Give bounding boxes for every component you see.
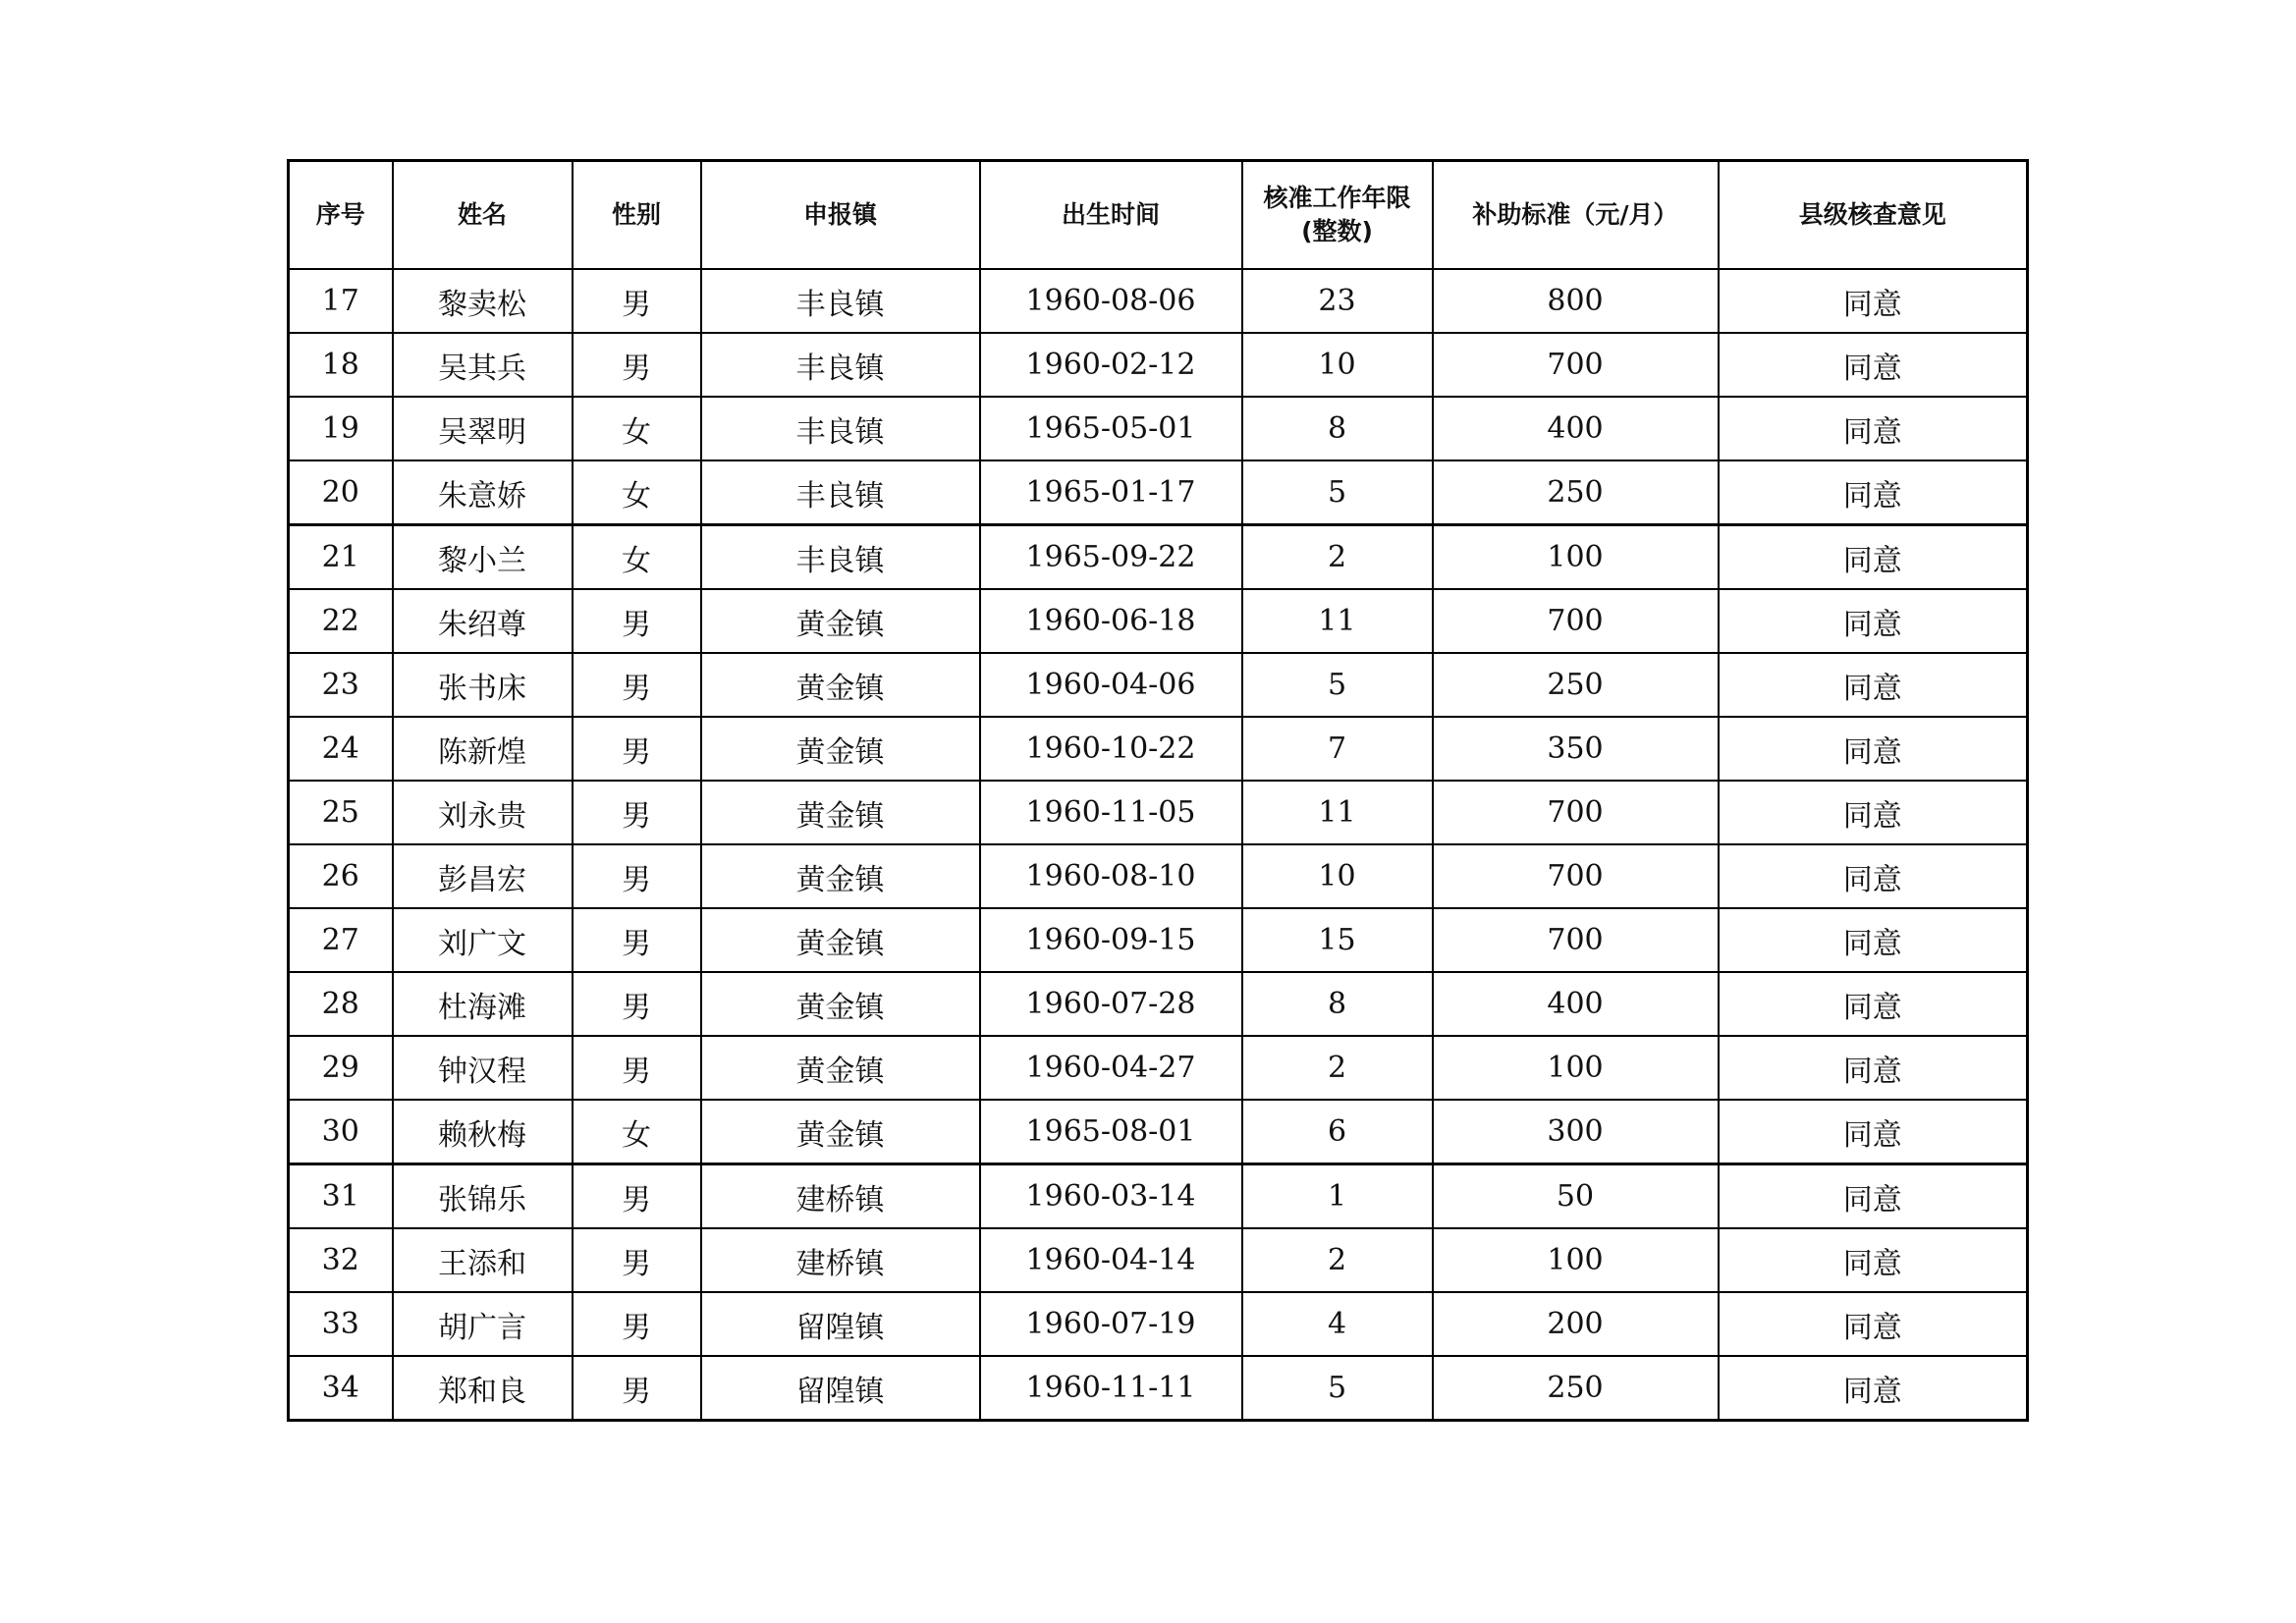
table-row [289, 589, 2028, 653]
cell-index: 21 [289, 525, 393, 590]
cell-town: 建桥镇 [701, 1164, 980, 1229]
cell-birth-date: 1960-08-06 [980, 269, 1242, 333]
cell-town: 丰良镇 [701, 269, 980, 333]
cell-name: 胡广言 [393, 1292, 573, 1356]
table-row [289, 1164, 2028, 1229]
cell-name: 杜海滩 [393, 972, 573, 1036]
cell-gender: 男 [573, 844, 701, 908]
cell-work-years: 5 [1242, 1356, 1433, 1421]
cell-birth-date: 1960-11-05 [980, 781, 1242, 844]
subsidy-table-page [287, 159, 2029, 1422]
cell-work-years: 2 [1242, 1036, 1433, 1100]
cell-name: 赖秋梅 [393, 1100, 573, 1164]
cell-work-years: 5 [1242, 653, 1433, 717]
table-row [289, 1100, 2028, 1164]
header-town: 申报镇 [701, 161, 980, 270]
header-index: 序号 [289, 161, 393, 270]
cell-work-years: 1 [1242, 1164, 1433, 1229]
cell-work-years: 7 [1242, 717, 1433, 781]
table-row [289, 269, 2028, 333]
cell-gender: 男 [573, 781, 701, 844]
cell-work-years: 23 [1242, 269, 1433, 333]
cell-gender: 男 [573, 1356, 701, 1421]
table-header-row [289, 161, 2028, 270]
cell-gender: 女 [573, 525, 701, 590]
table-row [289, 525, 2028, 590]
cell-county-review: 同意 [1719, 333, 2028, 397]
cell-birth-date: 1960-07-19 [980, 1292, 1242, 1356]
cell-county-review: 同意 [1719, 972, 2028, 1036]
cell-gender: 男 [573, 1036, 701, 1100]
cell-county-review: 同意 [1719, 1164, 2028, 1229]
cell-subsidy-standard: 200 [1433, 1292, 1719, 1356]
cell-birth-date: 1960-06-18 [980, 589, 1242, 653]
subsidy-table [287, 159, 2029, 1422]
cell-county-review: 同意 [1719, 1292, 2028, 1356]
cell-name: 吴翠明 [393, 397, 573, 460]
cell-town: 黄金镇 [701, 653, 980, 717]
cell-gender: 男 [573, 717, 701, 781]
cell-gender: 女 [573, 460, 701, 525]
cell-index: 25 [289, 781, 393, 844]
cell-work-years: 6 [1242, 1100, 1433, 1164]
table-row [289, 844, 2028, 908]
cell-birth-date: 1960-11-11 [980, 1356, 1242, 1421]
cell-birth-date: 1965-09-22 [980, 525, 1242, 590]
cell-town: 留隍镇 [701, 1356, 980, 1421]
cell-subsidy-standard: 50 [1433, 1164, 1719, 1229]
cell-birth-date: 1960-04-06 [980, 653, 1242, 717]
cell-town: 黄金镇 [701, 717, 980, 781]
header-name: 姓名 [393, 161, 573, 270]
cell-gender: 男 [573, 972, 701, 1036]
cell-birth-date: 1960-02-12 [980, 333, 1242, 397]
cell-town: 留隍镇 [701, 1292, 980, 1356]
cell-subsidy-standard: 400 [1433, 972, 1719, 1036]
cell-county-review: 同意 [1719, 717, 2028, 781]
table-row [289, 908, 2028, 972]
table-row [289, 781, 2028, 844]
table-row [289, 653, 2028, 717]
cell-work-years: 2 [1242, 525, 1433, 590]
cell-county-review: 同意 [1719, 653, 2028, 717]
cell-county-review: 同意 [1719, 589, 2028, 653]
cell-subsidy-standard: 800 [1433, 269, 1719, 333]
cell-subsidy-standard: 250 [1433, 1356, 1719, 1421]
cell-town: 丰良镇 [701, 525, 980, 590]
cell-index: 19 [289, 397, 393, 460]
cell-gender: 女 [573, 397, 701, 460]
cell-gender: 男 [573, 269, 701, 333]
cell-birth-date: 1960-04-14 [980, 1228, 1242, 1292]
cell-work-years: 10 [1242, 333, 1433, 397]
cell-county-review: 同意 [1719, 1036, 2028, 1100]
cell-index: 33 [289, 1292, 393, 1356]
cell-work-years: 10 [1242, 844, 1433, 908]
cell-index: 17 [289, 269, 393, 333]
cell-county-review: 同意 [1719, 1228, 2028, 1292]
cell-index: 20 [289, 460, 393, 525]
table-row [289, 333, 2028, 397]
cell-index: 24 [289, 717, 393, 781]
header-county-review: 县级核查意见 [1719, 161, 2028, 270]
cell-subsidy-standard: 300 [1433, 1100, 1719, 1164]
table-row [289, 1356, 2028, 1421]
cell-name: 郑和良 [393, 1356, 573, 1421]
cell-town: 黄金镇 [701, 908, 980, 972]
cell-county-review: 同意 [1719, 269, 2028, 333]
cell-index: 26 [289, 844, 393, 908]
cell-county-review: 同意 [1719, 525, 2028, 590]
table-body [289, 269, 2028, 1421]
table-row [289, 1036, 2028, 1100]
cell-town: 建桥镇 [701, 1228, 980, 1292]
table-row [289, 1228, 2028, 1292]
cell-index: 34 [289, 1356, 393, 1421]
cell-gender: 男 [573, 1292, 701, 1356]
header-gender: 性别 [573, 161, 701, 270]
cell-work-years: 8 [1242, 397, 1433, 460]
cell-name: 黎卖松 [393, 269, 573, 333]
cell-county-review: 同意 [1719, 460, 2028, 525]
cell-subsidy-standard: 700 [1433, 908, 1719, 972]
cell-work-years: 11 [1242, 589, 1433, 653]
cell-name: 刘广文 [393, 908, 573, 972]
cell-subsidy-standard: 700 [1433, 333, 1719, 397]
cell-town: 黄金镇 [701, 844, 980, 908]
cell-subsidy-standard: 350 [1433, 717, 1719, 781]
cell-county-review: 同意 [1719, 844, 2028, 908]
cell-gender: 男 [573, 589, 701, 653]
cell-birth-date: 1965-08-01 [980, 1100, 1242, 1164]
cell-gender: 女 [573, 1100, 701, 1164]
cell-work-years: 15 [1242, 908, 1433, 972]
cell-index: 32 [289, 1228, 393, 1292]
cell-name: 朱绍尊 [393, 589, 573, 653]
cell-index: 30 [289, 1100, 393, 1164]
header-birth-date: 出生时间 [980, 161, 1242, 270]
cell-name: 黎小兰 [393, 525, 573, 590]
cell-subsidy-standard: 400 [1433, 397, 1719, 460]
cell-subsidy-standard: 700 [1433, 781, 1719, 844]
cell-subsidy-standard: 100 [1433, 1228, 1719, 1292]
cell-birth-date: 1965-05-01 [980, 397, 1242, 460]
cell-town: 丰良镇 [701, 397, 980, 460]
cell-subsidy-standard: 700 [1433, 844, 1719, 908]
header-work-years: 核准工作年限 (整数) [1242, 161, 1433, 270]
cell-work-years: 4 [1242, 1292, 1433, 1356]
cell-gender: 男 [573, 1228, 701, 1292]
cell-work-years: 8 [1242, 972, 1433, 1036]
table-row [289, 397, 2028, 460]
cell-subsidy-standard: 250 [1433, 460, 1719, 525]
cell-gender: 男 [573, 653, 701, 717]
cell-work-years: 2 [1242, 1228, 1433, 1292]
cell-subsidy-standard: 100 [1433, 1036, 1719, 1100]
cell-birth-date: 1960-03-14 [980, 1164, 1242, 1229]
cell-town: 丰良镇 [701, 460, 980, 525]
cell-index: 23 [289, 653, 393, 717]
table-row [289, 972, 2028, 1036]
cell-birth-date: 1960-07-28 [980, 972, 1242, 1036]
cell-town: 丰良镇 [701, 333, 980, 397]
cell-subsidy-standard: 100 [1433, 525, 1719, 590]
cell-index: 31 [289, 1164, 393, 1229]
cell-birth-date: 1965-01-17 [980, 460, 1242, 525]
cell-name: 张书床 [393, 653, 573, 717]
cell-index: 27 [289, 908, 393, 972]
cell-gender: 男 [573, 908, 701, 972]
cell-county-review: 同意 [1719, 1356, 2028, 1421]
cell-subsidy-standard: 250 [1433, 653, 1719, 717]
cell-name: 彭昌宏 [393, 844, 573, 908]
header-subsidy-standard: 补助标准（元/月） [1433, 161, 1719, 270]
cell-county-review: 同意 [1719, 781, 2028, 844]
cell-name: 刘永贵 [393, 781, 573, 844]
cell-birth-date: 1960-09-15 [980, 908, 1242, 972]
cell-index: 28 [289, 972, 393, 1036]
cell-birth-date: 1960-04-27 [980, 1036, 1242, 1100]
cell-birth-date: 1960-08-10 [980, 844, 1242, 908]
cell-county-review: 同意 [1719, 908, 2028, 972]
cell-index: 29 [289, 1036, 393, 1100]
cell-index: 22 [289, 589, 393, 653]
cell-town: 黄金镇 [701, 1036, 980, 1100]
cell-gender: 男 [573, 333, 701, 397]
cell-name: 王添和 [393, 1228, 573, 1292]
cell-town: 黄金镇 [701, 1100, 980, 1164]
cell-town: 黄金镇 [701, 781, 980, 844]
cell-name: 朱意娇 [393, 460, 573, 525]
cell-work-years: 5 [1242, 460, 1433, 525]
cell-index: 18 [289, 333, 393, 397]
cell-name: 吴其兵 [393, 333, 573, 397]
cell-town: 黄金镇 [701, 972, 980, 1036]
table-row [289, 1292, 2028, 1356]
table-row [289, 460, 2028, 525]
cell-birth-date: 1960-10-22 [980, 717, 1242, 781]
cell-name: 钟汉程 [393, 1036, 573, 1100]
cell-county-review: 同意 [1719, 1100, 2028, 1164]
cell-name: 张锦乐 [393, 1164, 573, 1229]
table-row [289, 717, 2028, 781]
cell-subsidy-standard: 700 [1433, 589, 1719, 653]
cell-town: 黄金镇 [701, 589, 980, 653]
cell-work-years: 11 [1242, 781, 1433, 844]
cell-county-review: 同意 [1719, 397, 2028, 460]
cell-gender: 男 [573, 1164, 701, 1229]
cell-name: 陈新煌 [393, 717, 573, 781]
